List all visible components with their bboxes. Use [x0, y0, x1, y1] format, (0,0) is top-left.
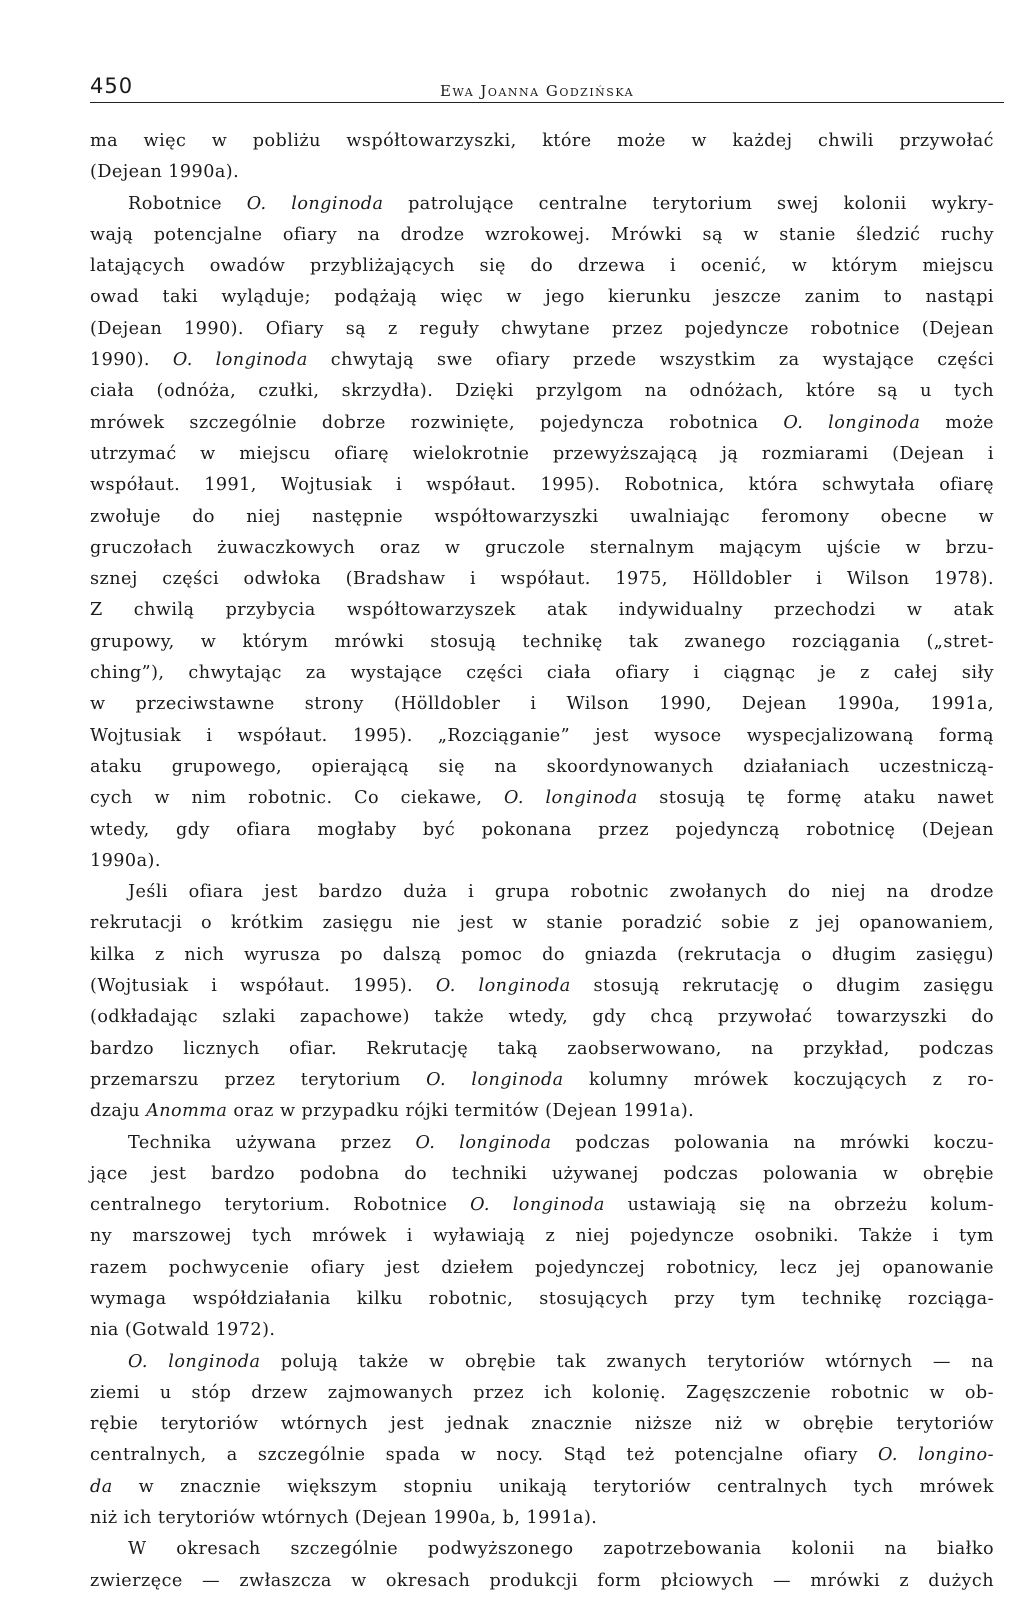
text-line: grupowy, w którym mrówki stosują technikę tak zwanego rozciągania („stret- — [90, 631, 994, 652]
text-line: mrówek szczególnie dobrze rozwinięte, pojedyncza robotnica O. longinoda może — [90, 412, 994, 433]
text-line: niż ich terytoriów wtórnych (Dejean 1990a, b, 1991a). — [90, 1508, 598, 1529]
text-line: da w znacznie większym stopniu unikają terytoriów centralnych tych mrówek — [90, 1476, 994, 1497]
text-line: utrzymać w miejscu ofiarę wielokrotnie przewyższającą ją rozmiarami (Dejean i — [90, 443, 994, 464]
text-line: Technika używana przez O. longinoda podczas polowania na mrówki koczu- — [128, 1132, 995, 1153]
text-line: bardzo licznych ofiar. Rekrutację taką zaobserwowano, na przykład, podczas — [90, 1038, 994, 1059]
text-line: Robotnice O. longinoda patrolujące centralne terytorium swej kolonii wykry- — [128, 193, 994, 214]
text-line: współaut. 1991, Wojtusiak i współaut. 1995). Robotnica, która schwytała ofiarę — [90, 475, 994, 496]
text-line: wymaga współdziałania kilku robotnic, stosujących przy tym technikę rozciąga- — [90, 1288, 994, 1309]
text-line: ma więc w pobliżu współtowarzyszki, które może w każdej chwili przywołać — [90, 131, 994, 151]
body-text — [90, 126, 994, 1597]
text-line: nia (Gotwald 1972). — [90, 1320, 276, 1341]
text-line: 1990a). — [90, 850, 161, 871]
text-line: ny marszowej tych mrówek i wyławiają z niej pojedyncze osobniki. Także i tym — [90, 1226, 994, 1247]
text-line: Wojtusiak i współaut. 1995). „Rozciąganie” jest wysoce wyspecjalizowaną formą — [90, 725, 994, 746]
running-head: Ewa Joanna Godzińska — [440, 82, 635, 100]
text-line: latających owadów przybliżających się do drzewa i ocenić, w którym miejscu — [90, 256, 994, 277]
text-line: W okresach szczególnie podwyższonego zapotrzebowania kolonii na białko — [128, 1539, 994, 1560]
text-line: centralnego terytorium. Robotnice O. longinoda ustawiają się na obrzeżu kolum- — [90, 1195, 995, 1216]
text-line: zwołuje do niej następnie współtowarzyszki uwalniając feromony obecne w — [90, 506, 994, 527]
text-line: Jeśli ofiara jest bardzo duża i grupa robotnic zwołanych do niej na drodze — [128, 882, 994, 903]
text-line: dzaju Anomma oraz w przypadku rójki termitów (Dejean 1991a). — [90, 1101, 695, 1122]
text-line: rębie terytoriów wtórnych jest jednak znacznie niższe niż w obrębie terytoriów — [90, 1414, 994, 1435]
text-line: razem pochwycenie ofiary jest dziełem pojedynczej robotnicy, lecz jej opanowanie — [90, 1257, 994, 1278]
text-line: kilka z nich wyrusza po dalszą pomoc do gniazda (rekrutacja o długim zasięgu) — [90, 944, 994, 965]
text-line: 1990). O. longinoda chwytają swe ofiary przede wszystkim za wystające części — [90, 350, 994, 371]
page-header — [90, 72, 1004, 103]
text-line: rekrutacji o krótkim zasięgu nie jest w stanie poradzić sobie z jej opanowaniem, — [90, 913, 994, 934]
text-line: ataku grupowego, opierającą się na skoordynowanych działaniach uczestniczą- — [90, 756, 994, 777]
text-line: ching”), chwytając za wystające części ciała ofiary i ciągnąc je z całej siły — [90, 663, 994, 684]
text-line: ciała (odnóża, czułki, skrzydła). Dzięki przylgom na odnóżach, które są u tych — [90, 381, 994, 402]
text-line: ziemi u stóp drzew zajmowanych przez ich kolonię. Zagęszczenie robotnic w ob- — [90, 1382, 994, 1403]
page-number: 450 — [90, 74, 134, 98]
text-line: w przeciwstawne strony (Hölldobler i Wilson 1990, Dejean 1990a, 1991a, — [90, 694, 994, 715]
text-line: (Wojtusiak i współaut. 1995). O. longinoda stosują rekrutację o długim zasięgu — [90, 976, 995, 997]
text-line: cych w nim robotnic. Co ciekawe, O. longinoda stosują tę formę ataku nawet — [90, 788, 994, 809]
text-line: (odkładając szlaki zapachowe) także wtedy, gdy chcą przywołać towarzyszki do — [90, 1007, 994, 1028]
text-line: sznej części odwłoka (Bradshaw i współaut. 1975, Hölldobler i Wilson 1978). — [90, 569, 994, 590]
text-line: jące jest bardzo podobna do techniki używanej podczas polowania w obrębie — [90, 1163, 994, 1184]
text-line: przemarszu przez terytorium O. longinoda kolumny mrówek koczujących z ro- — [90, 1069, 994, 1090]
text-line: owad taki wyląduje; podążają więc w jego kierunku jeszcze zanim to nastąpi — [90, 287, 994, 308]
text-line: (Dejean 1990a). — [90, 162, 240, 183]
text-line: gruczołach żuwaczkowych oraz w gruczole sternalnym mającym ujście w brzu- — [90, 537, 994, 558]
text-line: O. longinoda polują także w obrębie tak zwanych terytoriów wtórnych — na — [128, 1351, 994, 1372]
text-line: wtedy, gdy ofiara mogłaby być pokonana przez pojedynczą robotnicę (Dejean — [90, 819, 994, 840]
text-line: wają potencjalne ofiary na drodze wzrokowej. Mrówki są w stanie śledzić ruchy — [90, 224, 994, 245]
text-line: centralnych, a szczególnie spada w nocy. Stąd też potencjalne ofiary O. longino- — [90, 1445, 994, 1466]
text-line: (Dejean 1990). Ofiary są z reguły chwytane przez pojedyncze robotnice (Dejean — [90, 318, 994, 339]
text-line: Z chwilą przybycia współtowarzyszek atak indywidualny przechodzi w atak — [90, 600, 994, 621]
text-line: zwierzęce — zwłaszcza w okresach produkcji form płciowych — mrówki z dużych — [90, 1570, 994, 1591]
